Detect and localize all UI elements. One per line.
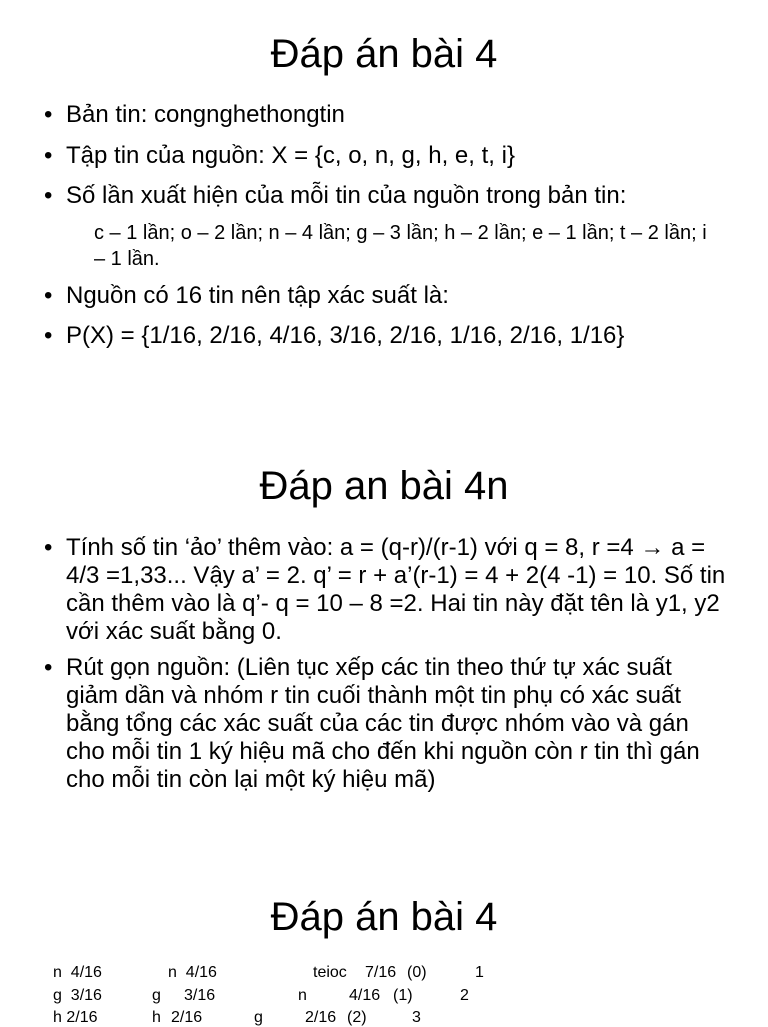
table-cell: h 2/16: [53, 1009, 98, 1026]
table-cell: h: [152, 1009, 161, 1026]
bullet-dot-icon: •: [44, 182, 53, 209]
bullet-text: Nguồn có 16 tin nên tập xác suất là:: [66, 282, 449, 309]
table-cell: n 4/16: [168, 964, 217, 981]
table-cell: n: [298, 987, 307, 1004]
bullet-text: Số lần xuất hiện của mỗi tin của nguồn trong bản tin:: [66, 182, 627, 209]
bullet-dot-icon: •: [44, 142, 53, 169]
table-cell: (1): [393, 987, 413, 1004]
table-cell: 4/16: [349, 987, 381, 1004]
table-cell: g: [254, 1009, 263, 1026]
bullet-text: P(X) = {1/16, 2/16, 4/16, 3/16, 2/16, 1/16, 2/16, 1/16}: [66, 322, 625, 349]
table-cell: 2/16: [171, 1009, 203, 1026]
table-cell: (2): [347, 1009, 367, 1026]
slide-title: Đáp án bài 4: [270, 895, 498, 939]
bullet-text: Rút gọn nguồn: (Liên tục xếp các tin theo thứ tự xác suất giảm dần và nhóm r tin cuối thành một tin phụ có xác suất bằng tổng các xác suất của các tin được nhóm vào và gán cho mỗi tin 1 ký hiệu mã cho đến khi nguồn còn r tin thì gán cho mỗi tin còn lại một ký hiệu mã): [66, 654, 700, 793]
table-cell: 7/16: [365, 964, 397, 981]
bullet-dot-icon: •: [44, 322, 53, 349]
bullet-dot-icon: •: [44, 534, 53, 561]
bullet-dot-icon: •: [44, 282, 53, 309]
slide-title: Đáp an bài 4n: [259, 464, 509, 508]
table-cell: n 4/16: [53, 964, 102, 981]
table-cell: (0): [407, 964, 427, 981]
table-cell: 2/16: [305, 1009, 337, 1026]
slide-title: Đáp án bài 4: [270, 32, 498, 76]
bullet-text: Tính số tin ‘ảo’ thêm vào: a = (q-r)/(r-1) với q = 8, r =4 → a = 4/3 =1,33... Vậy a’ = 2. q’ = r + a’(r-1) = 4 + 2(4 -1) = 10. Số tin cần thêm vào là q’- q = 10 – 8 =2. Hai tin này đặt tên là y1, y2 với xác suất bằng 0.: [66, 534, 726, 645]
bullet-text: Tập tin của nguồn: X = {c, o, n, g, h, e, t, i}: [66, 142, 515, 169]
table-cell: teioc: [313, 964, 347, 981]
occurrence-counts: c – 1 lần; o – 2 lần; n – 4 lần; g – 3 lần; h – 2 lần; e – 1 lần; t – 2 lần; i – 1 lần.: [94, 222, 707, 270]
table-cell: g 3/16: [53, 987, 102, 1004]
table-cell: 2: [460, 987, 469, 1004]
table-cell: 3: [412, 1009, 421, 1026]
bullet-text: Bản tin: congnghethongtin: [66, 101, 345, 128]
table-cell: 1: [475, 964, 484, 981]
bullet-dot-icon: •: [44, 654, 53, 681]
table-cell: 3/16: [184, 987, 216, 1004]
table-cell: g: [152, 987, 161, 1004]
bullet-dot-icon: •: [44, 101, 53, 128]
